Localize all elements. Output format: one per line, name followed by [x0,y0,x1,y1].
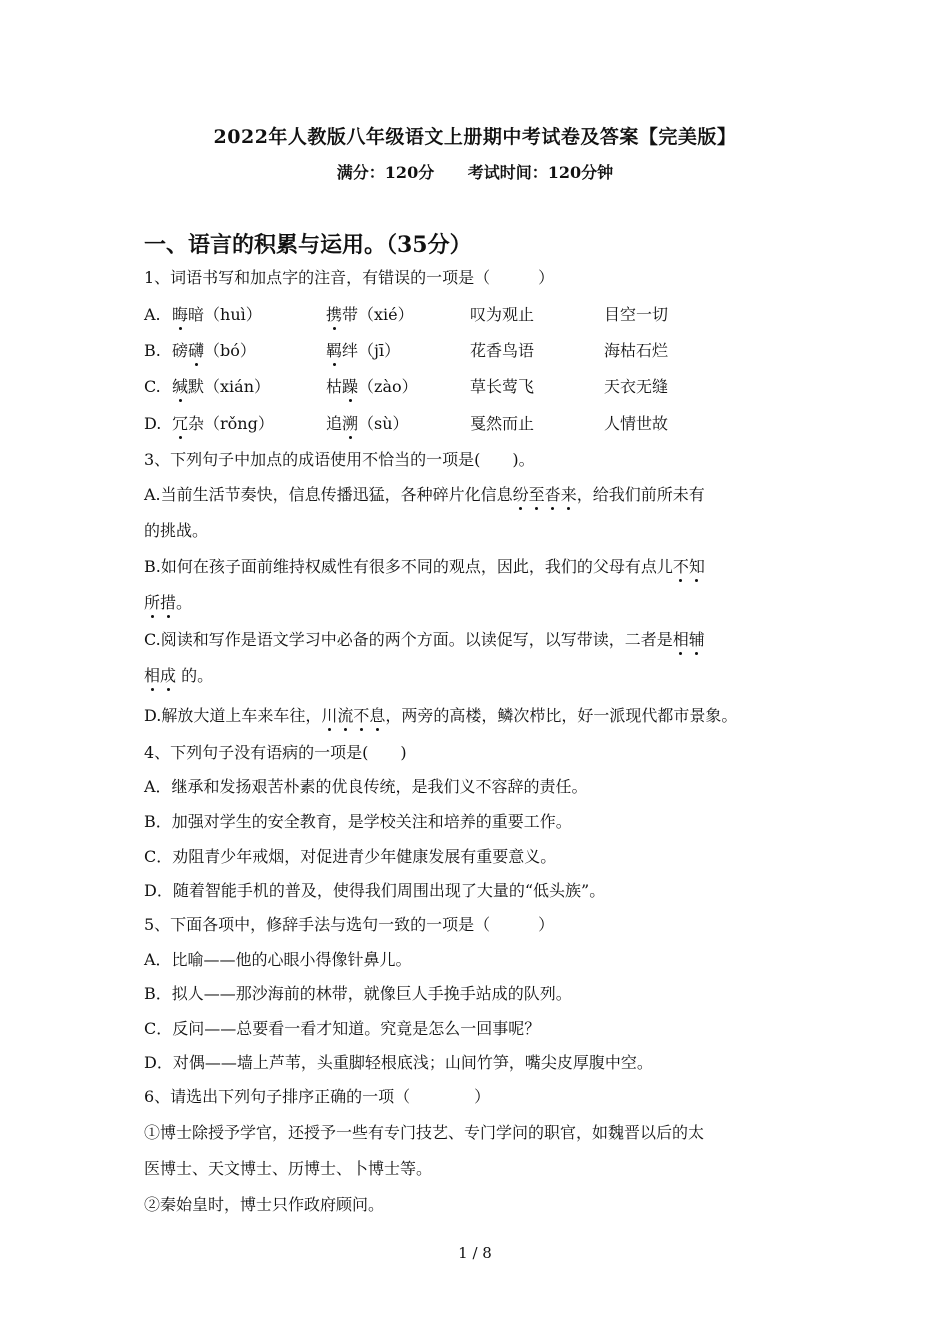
exam-time: 考试时间：120分钟 [467,163,614,182]
q4-option-c: C．劝阻青少年戒烟，对促进青少年健康发展有重要意义。 [144,847,557,866]
q5-stem: 5、下面各项中，修辞手法与选句一致的一项是（ ） [144,915,555,934]
q4-stem: 4、下列句子没有语病的一项是( ) [144,743,407,762]
full-score: 满分：120分 [336,163,435,182]
q6-sentence-1: ①博士除授予学官，还授予一些有专门技艺、专门学问的职官，如魏晋以后的太 [144,1123,705,1142]
q3-stem: 3、下列句子中加点的成语使用不恰当的一项是( )。 [144,450,535,469]
q6-sentence-2: ②秦始皇时，博士只作政府顾问。 [144,1195,385,1214]
q5-option-c: C．反问——总要看一看才知道。究竟是怎么一回事呢？ [144,1019,541,1038]
q3-option-b-cont: 所措。 [144,593,193,612]
q5-option-d: D．对偶——墙上芦苇，头重脚轻根底浅；山间竹笋，嘴尖皮厚腹中空。 [144,1053,653,1072]
exam-subtitle [0,160,950,183]
q6-sentence-1-cont: 医博士、天文博士、历博士、卜博士等。 [144,1159,433,1178]
q3-option-a: A.当前生活节奏快，信息传播迅猛，各种碎片化信息纷至沓来，给我们前所未有 [144,485,705,504]
q1-stem: 1、词语书写和加点字的注音，有错误的一项是（ ） [144,268,555,287]
q5-option-b: B．拟人——那沙海前的林带，就像巨人手挽手站成的队列。 [144,984,572,1003]
q3-option-d: D.解放大道上车来车往，川流不息，两旁的高楼，鳞次栉比，好一派现代都市景象。 [144,706,738,725]
section-heading: 一、语言的积累与运用。（35分） [144,232,472,258]
q3-option-b: B.如何在孩子面前维持权威性有很多不同的观点，因此，我们的父母有点儿不知 [144,557,705,576]
q3-option-a-cont: 的挑战。 [144,521,209,540]
q4-option-d: D．随着智能手机的普及，使得我们周围出现了大量的“低头族”。 [144,881,606,900]
q3-option-c-cont: 相成 的。 [144,666,214,685]
exam-title: 2022年人教版八年级语文上册期中考试卷及答案【完美版】 [213,126,737,148]
page-number: 1 / 8 [458,1244,492,1262]
q5-option-a: A．比喻——他的心眼小得像针鼻儿。 [144,950,412,969]
q3-option-c: C.阅读和写作是语文学习中必备的两个方面。以读促写，以写带读，二者是相辅 [144,630,705,649]
q6-stem: 6、请选出下列句子排序正确的一项（ ） [144,1087,491,1106]
exam-page: 2022年人教版八年级语文上册期中考试卷及答案【完美版】 满分：120分 考试时间：120分钟 一、语言的积累与运用。（35分） 1、词语书写和加点字的注音，有错误的一项是（ ） A. 晦暗（huì） 携带（xié） 叹为观止 目空一切 B. 磅礴（bó） 羁绊（jī） 花香鸟语 海枯石烂 C. 缄默（xián） 枯躁（zào） 草长莺飞 天衣无缝 D. 冗杂（rǒng） 追溯（sù） 戛然而止 人情世故 3、下列句子中加点的成语使用不恰当的一项是( )。 A.当前生活节奏快，信息传播迅猛，各种碎片化信息纷至沓来，给我们前所未有 的挑战。 B.如何在孩子面前维持权威性有很多不同的观点，因此，我们的父母有点儿不知 所措。 C.阅读和写作是语文学习中必备的两个方面。以读促写，以写带读，二者是相辅 相成 的。 D.解放大道上车来车往，川流不息，两旁的高楼，鳞次栉比，好一派现代都市景象。 4、下列句子没有语病的一项是( ) A．继承和发扬艰苦朴素的优良传统，是我们义不容辞的责任。 B．加强对学生的安全教育，是学校关注和培养的重要工作。 C．劝阻青少年戒烟，对促进青少年健康发展有重要意义。 D．随着智能手机的普及，使得我们周围出现了大量的“低头族”。 5、下面各项中，修辞手法与选句一致的一项是（ ） A．比喻——他的心眼小得像针鼻儿。 B．拟人——那沙海前的林带，就像巨人手挽手站成的队列。 C．反问——总要看一看才知道。究竟是怎么一回事呢？ D．对偶——墙上芦苇，头重脚轻根底浅；山间竹笋，嘴尖皮厚腹中空。 6、请选出下列句子排序正确的一项（ ） ①博士除授予学官，还授予一些有专门技艺、专门学问的职官，如魏晋以后的太 医博士、天文博士、历博士、卜博士等。 ②秦始皇时，博士只作政府顾问。 1 / 8 [0,0,950,1344]
q4-option-a: A．继承和发扬艰苦朴素的优良传统，是我们义不容辞的责任。 [144,777,588,796]
q4-option-b: B．加强对学生的安全教育，是学校关注和培养的重要工作。 [144,812,572,831]
